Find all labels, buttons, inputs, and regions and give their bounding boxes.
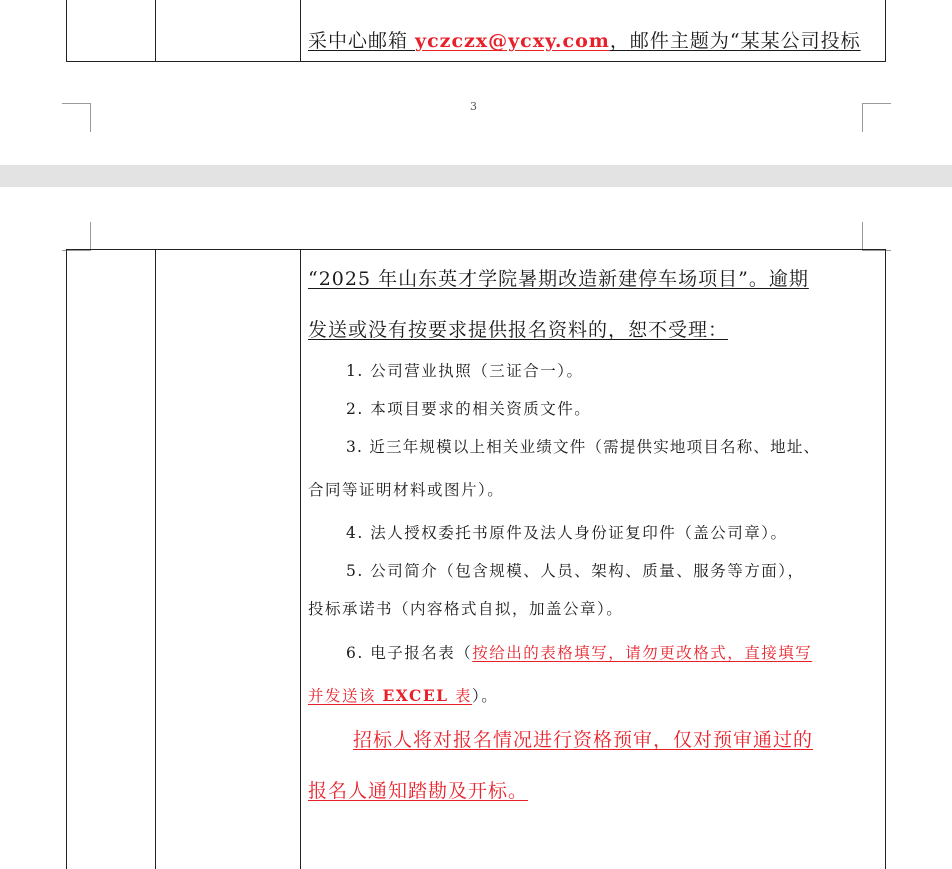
item6-excel: EXCEL xyxy=(382,686,449,705)
table-column-divider xyxy=(300,0,301,61)
list-item: 2. 本项目要求的相关资质文件。 xyxy=(346,400,592,418)
page-gap xyxy=(0,165,952,187)
list-item: 4. 法人授权委托书原件及法人身份证复印件（盖公司章）。 xyxy=(346,524,788,542)
email-prefix: 采中心邮箱 xyxy=(308,30,416,52)
project-title-line: “2025 年山东英才学院暑期改造新建停车场项目”。逾期 xyxy=(308,268,809,290)
item6-suffix: ）。 xyxy=(472,687,499,705)
deadline-line: 发送或没有按要求提供报名资料的，恕不受理： xyxy=(308,319,729,341)
crop-mark-bottom-right xyxy=(862,103,891,132)
crop-mark-top-right xyxy=(862,222,891,251)
list-item-6 xyxy=(308,641,916,663)
list-item-6-continued xyxy=(308,684,878,706)
item6-instruction: 按给出的表格填写，请勿更改格式，直接填写 xyxy=(472,644,813,662)
page-number: 3 xyxy=(470,100,477,113)
list-item-continued: 投标承诺书（内容格式自拟，加盖公章）。 xyxy=(308,600,624,618)
email-link[interactable]: yczczx@ycxy.com xyxy=(415,30,610,52)
document-page-3 xyxy=(0,0,952,165)
prequalification-notice: 招标人将对报名情况进行资格预审，仅对预审通过的 xyxy=(353,729,814,751)
item6-instruction-cont: 并发送该 xyxy=(308,687,383,705)
table-column-divider xyxy=(155,0,156,61)
table-column-divider xyxy=(155,250,156,869)
crop-mark-bottom-left xyxy=(62,103,91,132)
list-item: 1. 公司营业执照（三证合一）。 xyxy=(346,362,584,380)
document-page-4 xyxy=(0,187,952,853)
email-suffix: ，邮件主题为“某某公司投标 xyxy=(609,30,861,52)
item6-prefix: 6. 电子报名表（ xyxy=(346,644,473,662)
list-item-continued: 合同等证明材料或图片）。 xyxy=(308,481,505,499)
list-item: 3. 近三年规模以上相关业绩文件（需提供实地项目名称、地址、 xyxy=(346,438,821,456)
table-column-divider xyxy=(300,250,301,869)
list-item: 5. 公司简介（包含规模、人员、架构、质量、服务等方面）， xyxy=(346,562,805,580)
crop-mark-top-left xyxy=(62,222,91,251)
prequalification-notice-cont: 报名人通知踏勘及开标。 xyxy=(308,780,529,802)
item6-instruction-end: 表 xyxy=(448,687,472,705)
email-line xyxy=(308,26,878,53)
